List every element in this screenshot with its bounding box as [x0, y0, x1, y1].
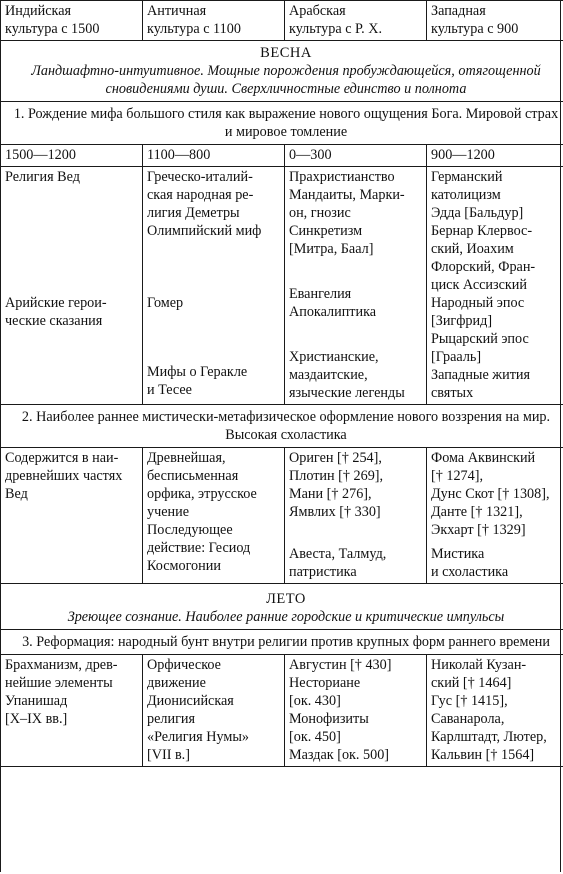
section-3-arabic-a: Августин [† 430] [289, 657, 392, 673]
spring-subtitle: Ландшафтно-интуитивное. Мощные порождения пробуждающейся, отягощенной сновидениями души. Сверхличностные единство и полнота [31, 63, 541, 97]
date-range-indian: 1500—1200 [1, 145, 143, 167]
section-1-indian-a: Религия Вед [5, 169, 80, 185]
section-3-indian-cell [1, 655, 143, 767]
section-3-western-b: Гус [† 1415], Саванарола, Карлштадт, Лютер, Кальвин [† 1564] [431, 693, 547, 763]
date-range-antique: 1100—800 [143, 145, 285, 167]
section-2-indian-a: Содержится в наи- древнейших частях Вед [5, 450, 123, 502]
section-3-content-row [1, 655, 563, 767]
section-1-heading: 1. Рождение мифа большого стиля как выражение нового ощущения Бога. Мировой страх и мировое томление [1, 102, 563, 145]
section-1-arabic-d: Евангелия Апокалиптика [289, 286, 377, 320]
section-3-antique-b: Дионисийская религия [147, 693, 234, 727]
section-2-heading: 2. Наиболее раннее мистически-метафизическое оформление нового воззрения на мир. Высокая схоластика [1, 405, 563, 448]
spring-title-row [1, 41, 563, 102]
section-3-western-a: Николай Кузан- ский [† 1464] [431, 657, 527, 691]
section-3-arabic-b: Несториане [ок. 430] [289, 675, 361, 709]
section-2-antique-b: Последующее действие: Гесиод [147, 522, 251, 556]
section-3-arabic-d: Маздак [ок. 500] [289, 747, 390, 763]
section-3-heading: 3. Реформация: народный бунт внутри религии против крупных форм раннего времени [1, 630, 563, 655]
section-1-western-c: Бернар Клервос- ский, Иоахим Флорский, Фран- циск Ассизский [431, 223, 536, 293]
section-2-western-cell [427, 448, 563, 584]
section-2-western-c: Мистика и схоластика [431, 546, 509, 580]
section-1-antique-f: Мифы о Геракле и Тесее [147, 364, 248, 398]
section-2-arabic-a: Ориген [† 254], Плотин [† 269], Мани [† 276], Ямвлих [† 330] [289, 450, 384, 520]
section-3-western-cell [427, 655, 563, 767]
spring-title: ВЕСНА [260, 45, 312, 61]
section-1-western-e: Рыцарский эпос [Грааль] [431, 331, 529, 365]
summer-title-row [1, 584, 563, 630]
summer-block [1, 584, 563, 630]
section-1-arabic-a: Прахристианство [289, 169, 395, 185]
section-1-antique-spacer-2 [147, 312, 280, 363]
section-3-indian-a: Брахманизм, древ- нейшие элементы Упанишад [X–IX вв.] [5, 657, 118, 727]
section-1-indian-spacer [5, 186, 138, 294]
section-3-antique-c: «Религия Нумы» [VII в.] [147, 729, 250, 763]
section-1-western-f: Западные жития святых [431, 367, 531, 401]
section-1-antique-b: Олимпийский миф [147, 223, 262, 239]
section-1-antique-spacer-1 [147, 240, 280, 294]
summer-subtitle: Зреющее сознание. Наиболее ранние городские и критические импульсы [67, 609, 505, 625]
section-2-content-row [1, 448, 563, 584]
section-2-arabic-spacer [289, 521, 422, 545]
section-1-antique-a: Греческо-италий- ская народная ре- лигия Деметры [147, 169, 254, 221]
header-arabic-culture: Арабская культура с Р. Х. [285, 1, 427, 41]
section-2-arabic-c: Авеста, Талмуд, патристика [289, 546, 387, 580]
section-1-arabic-f: Христианские, маздаитские, языческие легенды [289, 349, 405, 401]
section-1-arabic-b: Мандаиты, Марки- он, гнозис [289, 187, 405, 221]
section-2-arabic-cell [285, 448, 427, 584]
section-1-antique-d: Гомер [147, 295, 184, 311]
header-western-culture: Западная культура с 900 [427, 1, 563, 41]
section-1-indian-cell [1, 167, 143, 405]
summer-title: ЛЕТО [266, 591, 306, 607]
section-3-arabic-c: Монофизиты [ок. 450] [289, 711, 369, 745]
header-indian-culture: Индийская культура с 1500 [1, 1, 143, 41]
section-3-antique-cell [143, 655, 285, 767]
section-1-content-row [1, 167, 563, 405]
section-2-antique-c: Космогонии [147, 558, 221, 574]
section-2-heading-row [1, 405, 563, 448]
section-1-heading-row [1, 102, 563, 145]
section-1-western-a: Германский католицизм [431, 169, 503, 203]
section-1-western-d: Народный эпос [Зигфрид] [431, 295, 525, 329]
section-1-arabic-spacer-1 [289, 258, 422, 285]
section-2-western-a: Фома Аквинский [† 1274], Дунс Скот [† 1308], Данте [† 1321], Экхарт [† 1329] [431, 450, 550, 538]
section-1-dates-row [1, 145, 563, 167]
section-2-indian-cell [1, 448, 143, 584]
date-range-arabic: 0—300 [285, 145, 427, 167]
section-1-arabic-c: Синкретизм [Митра, Баал] [289, 223, 374, 257]
date-range-western: 900—1200 [427, 145, 563, 167]
section-1-arabic-spacer-2 [289, 321, 422, 348]
spring-block [1, 41, 563, 102]
header-antique-culture: Античная культура с 1100 [143, 1, 285, 41]
section-1-western-cell [427, 167, 563, 405]
section-3-heading-row [1, 630, 563, 655]
section-3-antique-a: Орфическое движение [147, 657, 221, 691]
section-3-arabic-cell [285, 655, 427, 767]
section-2-antique-a: Древнейшая, бесписьменная орфика, этрусское учение [147, 450, 257, 520]
section-2-antique-cell [143, 448, 285, 584]
section-1-antique-cell [143, 167, 285, 405]
header-row [1, 1, 563, 41]
section-1-western-b: Эдда [Бальдур] [431, 205, 524, 221]
section-1-arabic-cell [285, 167, 427, 405]
section-1-indian-d: Арийские герои- ческие сказания [5, 295, 107, 329]
